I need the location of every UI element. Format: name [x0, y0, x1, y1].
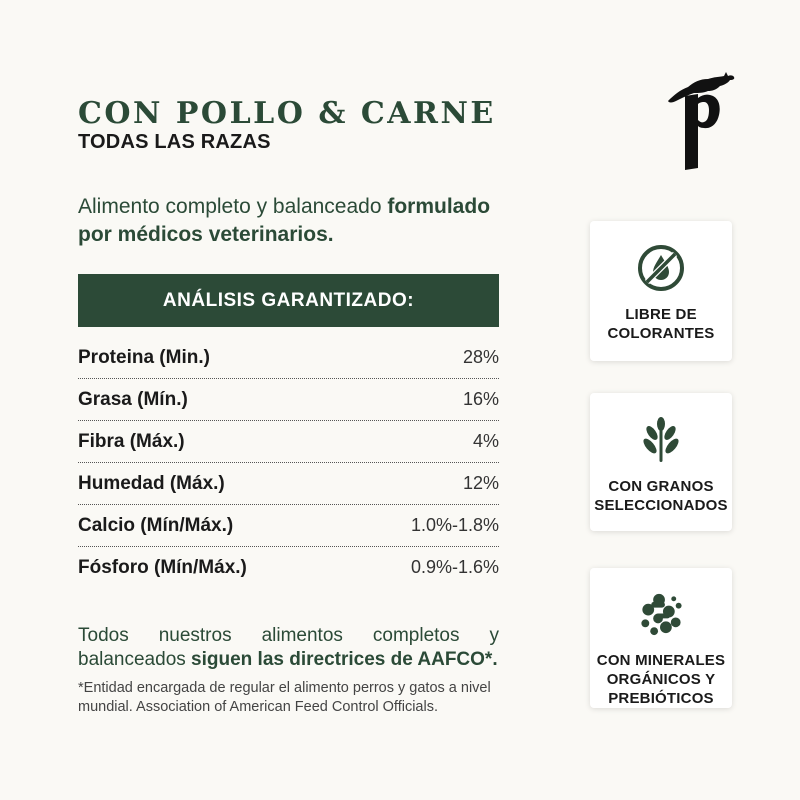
badge-libre-colorantes [590, 221, 732, 361]
badge-text [608, 305, 715, 343]
intro-text-regular: Alimento completo y balanceado [78, 195, 388, 218]
no-colorant-drop-icon [636, 243, 686, 293]
badge-line: CON GRANOS [608, 478, 714, 495]
analysis-row [78, 505, 499, 547]
nutrient-label: Proteina (Min.) [78, 346, 210, 368]
nutrient-label: Humedad (Máx.) [78, 472, 225, 494]
nutrient-label: Grasa (Mín.) [78, 388, 188, 410]
dog-jumping-logo [664, 68, 738, 172]
analysis-row [78, 379, 499, 421]
analysis-row [78, 547, 499, 588]
intro-text-bold: formulado por médicos veterinarios. [78, 195, 491, 246]
nutrient-label: Fósforo (Mín/Máx.) [78, 556, 247, 578]
nutrient-value: 12% [462, 473, 499, 493]
nutrient-value: 4% [472, 431, 499, 451]
nutrient-value: 28% [462, 347, 499, 367]
badge-line: ORGÁNICOS Y [606, 671, 716, 688]
nutrient-value: 16% [462, 389, 499, 409]
product-subtitle: TODAS LAS RAZAS [78, 131, 271, 153]
badge-line: SELECCIONADOS [594, 497, 728, 514]
minerals-icon [636, 590, 686, 639]
analysis-row [78, 421, 499, 463]
badge-line: CON MINERALES [596, 652, 726, 669]
analysis-row [78, 337, 499, 379]
nutrient-value: 1.0%-1.8% [410, 515, 499, 535]
badge-granos [590, 393, 732, 531]
analysis-table [78, 337, 499, 588]
footnote: *Entidad encargada de regular el alimento perros y gatos a nivel mundial. Association of American Feed Control Officials. [78, 680, 491, 715]
badge-text [594, 477, 727, 515]
badge-line: PREBIÓTICOS [608, 690, 714, 707]
p-letter-shape [685, 94, 720, 170]
badge-line: LIBRE DE [625, 306, 697, 323]
badge-line: COLORANTES [607, 325, 715, 342]
product-title: CON POLLO & CARNE [78, 96, 496, 131]
aafco-text-regular: Todos nuestros alimentos completos y balanceados [78, 625, 499, 670]
nutrient-value: 0.9%-1.6% [410, 557, 499, 577]
intro-text [78, 193, 518, 249]
analysis-header: ANÁLISIS GARANTIZADO: [78, 274, 499, 327]
nutrient-label: Fibra (Máx.) [78, 430, 185, 452]
nutrient-label: Calcio (Mín/Máx.) [78, 514, 234, 536]
aafco-statement [78, 624, 499, 672]
badge-minerales [590, 568, 732, 708]
analysis-row [78, 463, 499, 505]
wheat-grain-icon [636, 415, 686, 465]
badge-text [597, 651, 725, 708]
aafco-text-bold: siguen las directrices de AAFCO*. [191, 649, 498, 670]
